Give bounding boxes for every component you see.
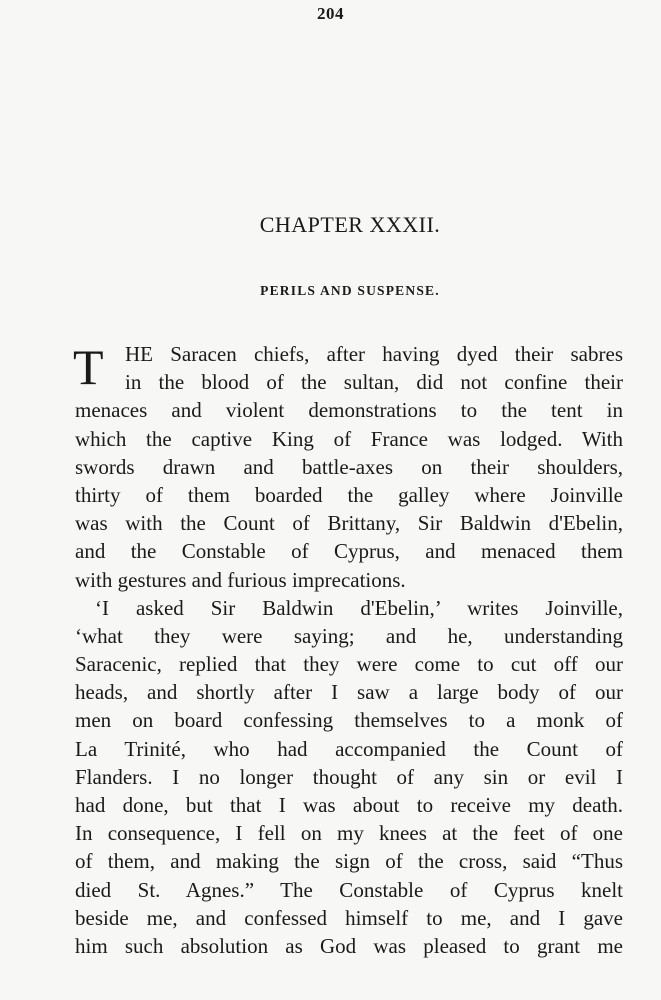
text-line: La Trinité, who had accompanied the Count of bbox=[75, 736, 623, 761]
text-line: HE Saracen chiefs, after having dyed their sabres bbox=[125, 342, 623, 366]
drop-cap: T bbox=[73, 339, 104, 395]
text-line: menaces and violent demonstrations to the tent in bbox=[75, 398, 623, 423]
text-line: which the captive King of France was lodged. With bbox=[75, 426, 623, 451]
text-line: ‘I asked Sir Baldwin d'Ebelin,’ writes Joinville, bbox=[95, 595, 623, 620]
text-line: died St. Agnes.” The Constable of Cyprus knelt bbox=[75, 877, 623, 902]
text-line: heads, and shortly after I saw a large body of our bbox=[75, 680, 623, 705]
text-line: had done, but that I was about to receive my death. bbox=[75, 793, 623, 817]
text-line: with gestures and furious imprecations. bbox=[75, 567, 406, 592]
chapter-title: CHAPTER XXXII. bbox=[259, 212, 441, 237]
text-line: Saracenic, replied that they were come to cut off our bbox=[75, 652, 623, 677]
text-line: in the blood of the sultan, did not confine their bbox=[125, 370, 623, 395]
text-line: In consequence, I fell on my knees at the feet of one bbox=[75, 821, 623, 846]
text-line: of them, and making the sign of the cross, said “Thus bbox=[75, 849, 623, 874]
text-line: ‘what they were saying; and he, understanding bbox=[75, 623, 623, 648]
text-line: was with the Count of Brittany, Sir Baldwin d'Ebelin, bbox=[75, 511, 623, 536]
text-line: and the Constable of Cyprus, and menaced them bbox=[75, 539, 623, 564]
chapter-subtitle: PERILS AND SUSPENSE. bbox=[260, 283, 440, 298]
text-line: swords drawn and battle-axes on their shoulders, bbox=[75, 454, 623, 479]
page-number: 204 bbox=[317, 4, 344, 23]
text-line: beside me, and confessed himself to me, and I gave bbox=[75, 905, 623, 930]
text-line: thirty of them boarded the galley where Joinville bbox=[75, 482, 623, 507]
text-line: him such absolution as God was pleased to grant me bbox=[75, 933, 623, 958]
body-text bbox=[75, 340, 623, 960]
text-line: men on board confessing themselves to a monk of bbox=[75, 708, 623, 733]
text-line: Flanders. I no longer thought of any sin or evil I bbox=[75, 764, 623, 789]
